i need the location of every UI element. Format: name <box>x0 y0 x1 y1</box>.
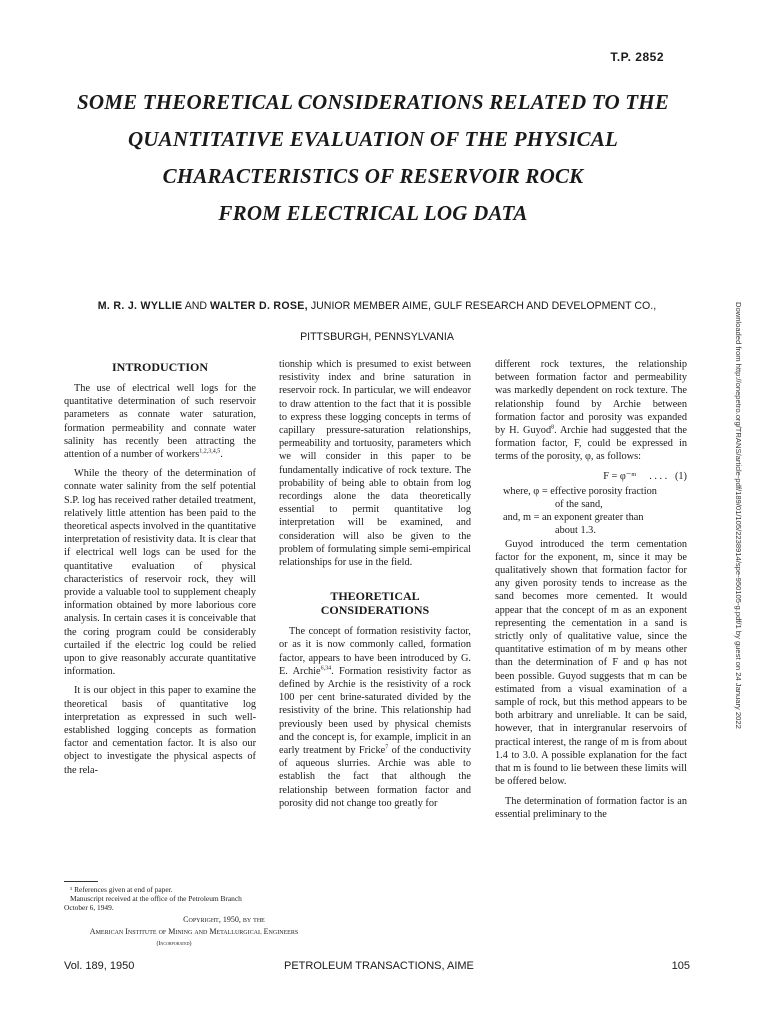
title-line-3: CHARACTERISTICS OF RESERVOIR ROCK <box>162 164 584 188</box>
equation-1 <box>495 470 687 483</box>
title-line-4: FROM ELECTRICAL LOG DATA <box>218 201 528 225</box>
reference-superscript: 8 <box>551 424 555 431</box>
author-line <box>60 291 694 322</box>
title-line-1: SOME THEORETICAL CONSIDERATIONS RELATED TO THE <box>76 90 670 114</box>
column-1 <box>64 358 256 783</box>
footnotes <box>64 886 264 912</box>
author-block <box>60 291 694 353</box>
footnote: Manuscript received at the office of the Petroleum Branch October 6, 1949. <box>64 893 242 912</box>
paragraph: The concept of formation resistivity factor, or as it is now commonly called, formation factor, appears to have been introduced by G. E. Archie$^{6,34}$. Formation resistivity factor as defined by Archie is the resistivity of a rock 100 per cent brine-saturated divided by the resistivity of the brine. This relationship had previously been used by physical chemists and the concept is, for example, implicit in an early treatment by Fricke$^7$ of the conductivity of aqueous slurries. Archie was able to establish the fact that although the relationship between formation factor and porosity did not change too greatly for <box>279 626 471 809</box>
footnote: ¹ References given at end of paper. <box>70 885 173 894</box>
author-location: PITTSBURGH, PENNSYLVANIA <box>300 331 454 343</box>
reference-superscript: 7 <box>385 744 389 751</box>
paragraph: It is our object in this paper to examine the theoretical basis of quantitative log interpretation as expressed in such well-established logging concepts as formation factor and cementation factor. It is also our object to investigate the physical aspects of the rela- <box>64 685 256 776</box>
reference-superscript: 1,2,3,4,5 <box>199 448 221 455</box>
download-watermark <box>732 300 744 770</box>
theoretical-heading: THEORETICAL CONSIDERATIONS <box>320 589 430 618</box>
equation-dots: . . . . <box>649 470 668 482</box>
paragraph: different rock textures, the relationship between formation factor and permeability was markedly dependent on rock texture. The relationship found by Archie between formation factor and porosity was expanded by H. Guyod$^8$. Archie had suggested that the formation factor, F, could be expressed in terms of the porosity, φ, as follows: <box>495 359 687 463</box>
volume-label: Vol. 189, 1950 <box>64 960 135 972</box>
author-1: M. R. J. WYLLIE <box>97 300 183 312</box>
paragraph: tionship which is presumed to exist between resistivity index and brine saturation in reservoir rock. In particular, we will endeavor to draw attention to the fact that it is possible to express these logging concepts in terms of capillary pressure-saturation relationships, permeability and tortuosity, parameters which we will consider in this paper to be fundamentally indicative of rock texture. The probability of being able to obtain from log recordings alone the data theoretically essential to permit quantitative log interpretation will be examined, and consideration will also be given to the problem of formulating simple semi-empirical relationships for use in the field. <box>279 359 471 569</box>
paper-number: T.P. 2852 <box>610 50 664 64</box>
download-note: Downloaded from http://onepetro.org/TRANS/article-pdf/189/01/105/2238914/spe-950105-g.pdf/1 by guest on 24 January 2022 <box>734 302 743 729</box>
equation-definitions: where, φ = effective porosity fraction of the sand, and, m = an exponent greater than about 1.3. <box>503 485 657 537</box>
paragraph: The use of electrical well logs for the quantitative determination of such reservoir parameters as connate water saturation, formation permeability and connate water salinity has recently been attracting the attention of a number of workers$^{1,2,3,4,5}$. <box>64 383 256 461</box>
author-affiliation: JUNIOR MEMBER AIME, GULF RESEARCH AND DEVELOPMENT CO., <box>307 300 657 312</box>
copyright-block <box>44 914 344 950</box>
page-number: 105 <box>671 960 690 972</box>
publisher-incorporated: (Incorporated) <box>156 941 192 947</box>
equation-expression: F = φ⁻ᵐ <box>603 470 637 482</box>
footnote-rule <box>64 881 98 882</box>
column-3 <box>495 358 687 827</box>
paragraph: While the theory of the determination of connate water salinity from the self potential S.P. log has received rather detailed treatment, relatively little attention has been paid to the theoretical aspects involved in the quantitative interpretation of resistivity data. It is clear that if electrical well logs can be used for the quantitative evaluation of physical characteristics of reservoir rock, they will provide a valuable tool to supplement cheaply information obtained by more laborious core analysis. In certain cases it is conceivable that the coring program could be considerably curtailed if the electric log could be relied upon to give reasonably accurate quantitative information. <box>64 468 256 678</box>
paragraph: Guyod introduced the term cementation factor for the exponent, m, since it may be qualitatively shown that formation factor for any given porosity tends to increase as the sand becomes more cemented. It would appear that the concept of m as an exponent representing the cementation in a sand is strictly only of qualitative value, since the quantitative estimation of m by means other than the determination of F and φ has not been possible. Guyod suggests that m can be estimated from a visual examination of a sample of rock, but this method appears to be both arbitrary and unreliable. It can be said, however, that in intergranular reservoirs of practical interest, the range of m is from about 1.4 to 3.0. A possible explanation for the fact that m is found to lie between these limits will be offered below. <box>495 538 687 788</box>
paper-title <box>40 84 706 232</box>
title-line-2: QUANTITATIVE EVALUATION OF THE PHYSICAL <box>127 127 619 151</box>
column-2 <box>279 358 471 816</box>
introduction-heading: INTRODUCTION <box>111 360 208 374</box>
paragraph: The determination of formation factor is an essential preliminary to the <box>495 795 687 820</box>
reference-superscript: 6,34 <box>320 665 332 672</box>
publisher-name: American Institute of Mining and Metallurgical Engineers <box>89 927 299 936</box>
equation-number: (1) <box>674 470 687 482</box>
copyright-line: Copyright, 1950, by the <box>183 915 265 924</box>
author-conjunction: AND <box>182 300 211 312</box>
journal-name: PETROLEUM TRANSACTIONS, AIME <box>284 960 474 972</box>
author-2: WALTER D. ROSE, <box>210 300 308 312</box>
